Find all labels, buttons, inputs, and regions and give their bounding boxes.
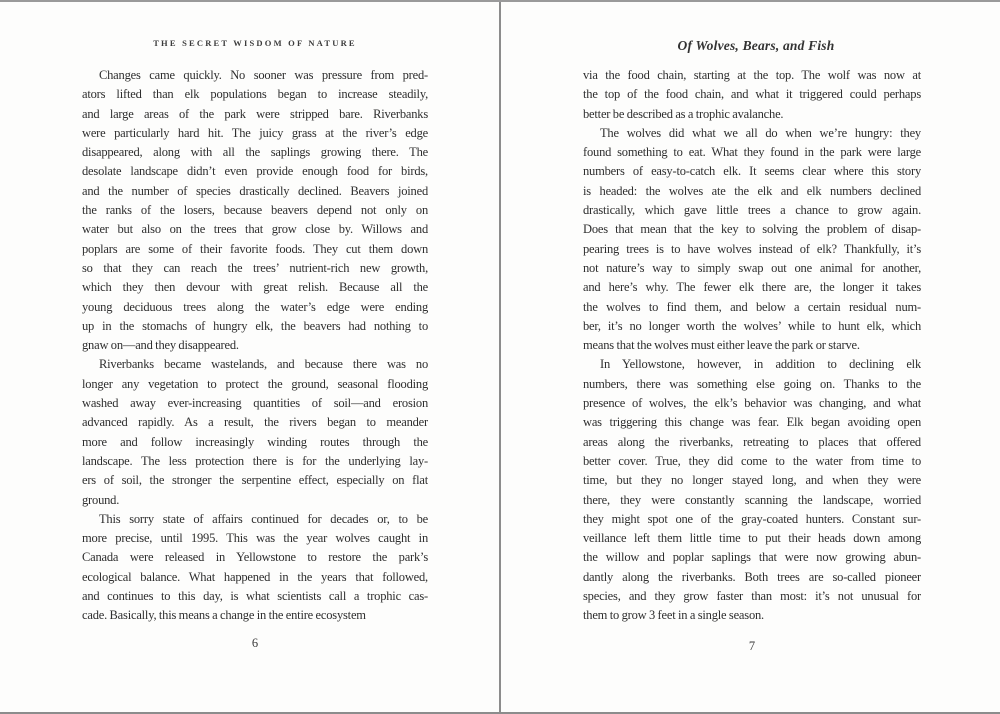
text-line: The wolves did what we all do when we’re hungry: they [600, 125, 921, 140]
right-running-head: Of Wolves, Bears, and Fish [677, 38, 835, 53]
paragraph [583, 355, 921, 625]
text-line: water but also on the trees that grow close by. Willows and [82, 222, 428, 237]
text-line: numbers, there was something else going on. Thanks to the [583, 376, 921, 391]
text-line: the ranks of the losers, because beavers depend not only on [82, 203, 428, 218]
text-line: ecological balance. What happened in the years that followed, [82, 569, 428, 584]
text-line: up in the stomachs of hungry elk, the beavers had nothing to [82, 318, 428, 333]
text-line: Does that mean that the key to solving the problem of disap- [583, 222, 921, 237]
text-line: numbers of easy-to-catch elk. It seems clear where this story [583, 164, 921, 179]
left-page-number: 6 [251, 636, 259, 650]
text-line: disappeared, along with all the saplings growing there. The [82, 145, 428, 160]
paragraph [583, 66, 921, 124]
text-line: the willow and poplar saplings that were now growing abun- [583, 550, 921, 565]
text-line: landscape. The less protection there is for the underlying lay- [82, 453, 428, 468]
text-line: pearing trees is to have wolves instead of elk? Thankfully, it’s [583, 241, 921, 256]
text-line: better cover. True, they did come to the water from time to [583, 453, 921, 468]
text-line: were particularly hard hit. The juicy grass at the river’s edge [82, 125, 428, 140]
left-page [0, 0, 499, 714]
paragraph [583, 124, 921, 356]
left-page-body [82, 66, 428, 626]
text-line: and continues to this day, is what scientists call a trophic cas- [82, 589, 428, 604]
top-edge-line [0, 0, 1000, 2]
text-line: and the number of species drastically declined. Beavers joined [82, 183, 428, 198]
text-line: so that they can reach the trees’ nutrient-rich new growth, [82, 260, 428, 275]
right-page [501, 0, 1000, 714]
text-line: better be described as a trophic avalanche. [583, 106, 784, 121]
text-line: Canada were released in Yellowstone to restore the park’s [82, 550, 428, 565]
text-line: young deciduous trees along the water’s edge were ending [82, 299, 428, 314]
text-line: ators lifted than elk populations began to increase steadily, [82, 87, 428, 102]
text-line: and here’s why. The fewer elk there are, the longer it takes [583, 280, 921, 295]
text-line: drastically, which gave little trees a chance to grow again. [583, 203, 921, 218]
text-line: Riverbanks became wastelands, and because there was no [99, 357, 428, 372]
text-line: ers of soil, the stronger the serpentine effect, especially on flat [82, 473, 428, 488]
text-line: In Yellowstone, however, in addition to declining elk [600, 357, 921, 372]
paragraph [82, 66, 428, 355]
text-line: This sorry state of affairs continued for decades or, to be [99, 511, 428, 526]
text-line: areas along the riverbanks, retreating to places that offered [583, 434, 921, 449]
text-line: ber, it’s no longer worth the wolves’ while to hunt elk, which [583, 318, 921, 333]
text-line: which they then devour with great relish. Because all the [82, 280, 428, 295]
text-line: found something to eat. What they found in the park were large [583, 145, 921, 160]
text-line: species, and they grow faster than most: it’s not unusual for [583, 589, 921, 604]
text-line: poplars are some of their favorite foods. They cut them down [82, 241, 428, 256]
text-line: there, they were constantly scanning the landscape, worried [583, 492, 921, 507]
text-line: time, but they no longer stayed long, and when they were [583, 473, 921, 488]
paragraph [82, 510, 428, 626]
text-line: was triggering this change was fear. Elk began avoiding open [583, 415, 921, 430]
paragraph [82, 355, 428, 509]
text-line: more precise, until 1995. This was the year wolves caught in [82, 531, 428, 546]
text-line: the top of the food chain, and what it triggered could perhaps [583, 87, 921, 102]
text-line: means that the wolves must either leave the park or starve. [583, 338, 860, 353]
text-line: dantly along the riverbanks. Both trees are so-called pioneer [583, 569, 921, 584]
text-line: ground. [82, 492, 120, 507]
text-line: them to grow 3 feet in a single season. [583, 608, 764, 623]
text-line: longer any vegetation to protect the ground, seasonal flooding [82, 376, 428, 391]
text-line: veillance left them little time to put their heads down among [583, 531, 921, 546]
text-line: advanced rapidly. As a result, the rivers began to meander [82, 415, 428, 430]
text-line: via the food chain, starting at the top. The wolf was now at [583, 68, 921, 82]
text-line: Changes came quickly. No sooner was pressure from pred- [99, 68, 428, 82]
text-line: they might spot one of the gray-coated hunters. Constant sur- [583, 511, 921, 526]
text-line: cade. Basically, this means a change in the entire ecosystem [82, 608, 366, 623]
right-page-body [583, 66, 921, 626]
text-line: more and follow increasingly winding routes through the [82, 434, 428, 449]
text-line: not nature’s way to simply swap out one animal for another, [583, 260, 921, 275]
text-line: is headed: the wolves ate the elk and elk numbers declined [583, 183, 921, 198]
text-line: and large areas of the park were stripped bare. Riverbanks [82, 106, 428, 121]
text-line: the wolves to find them, and below a certain residual num- [583, 299, 921, 314]
text-line: gnaw on—and they disappeared. [82, 338, 239, 353]
text-line: washed away ever-increasing quantities of soil—and erosion [82, 396, 428, 411]
text-line: presence of wolves, the elk’s behavior was changing, and what [583, 396, 921, 411]
left-running-head: THE SECRET WISDOM OF NATURE [153, 38, 357, 48]
page-gutter-divider [499, 0, 501, 714]
right-page-number: 7 [748, 639, 756, 653]
text-line: desolate landscape didn’t even provide enough food for birds, [82, 164, 428, 179]
